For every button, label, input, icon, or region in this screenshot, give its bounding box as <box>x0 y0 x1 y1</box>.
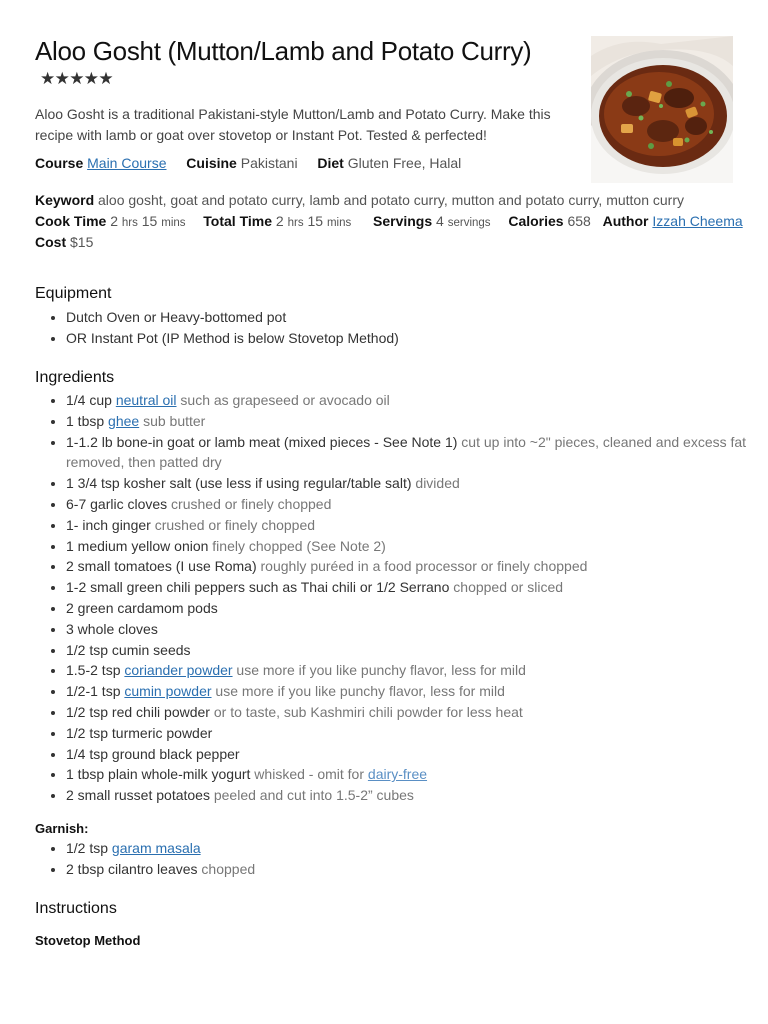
ingredient-amount-name: 1/2 tsp red chili powder <box>66 703 210 720</box>
ingredient-note: use more if you like punchy flavor, less for mild <box>232 662 526 679</box>
instructions-heading: Instructions <box>35 900 117 917</box>
cost-label: Cost <box>35 234 67 250</box>
meta-row-keyword <box>35 192 684 208</box>
recipe-title: Aloo Gosht (Mutton/Lamb and Potato Curry) <box>35 36 532 66</box>
ingredient-amount-name: 1 tbsp <box>66 412 109 429</box>
keyword-value: aloo gosht, goat and potato curry, lamb and potato curry, mutton and potato curry, mutton curry <box>98 192 684 208</box>
equipment-heading: Equipment <box>35 285 112 302</box>
ingredient-note: cut up into ~2" pieces, cleaned and excess fat removed, then patted dry <box>66 433 747 471</box>
ingredient-amount-name: 1 3/4 tsp kosher salt (use less if using regular/table salt) <box>66 475 412 492</box>
ingredient-amount-name: 1/4 tsp ground black pepper <box>66 745 240 762</box>
ingredient-amount-name: 1/2 tsp turmeric powder <box>66 724 213 741</box>
ingredient-item <box>66 681 766 702</box>
cook-hrs-unit: hrs <box>121 217 138 229</box>
calories-value: 658 <box>567 213 591 229</box>
ingredient-item <box>66 838 766 859</box>
ingredient-amount-name: 2 green cardamom pods <box>66 599 218 616</box>
cook-mins: 15 <box>141 213 158 229</box>
ingredient-note: crushed or finely chopped <box>150 516 316 533</box>
star-icon[interactable]: ★ <box>83 69 100 88</box>
calories-label: Calories <box>508 213 564 229</box>
garnish-list <box>35 838 766 880</box>
ingredient-amount-name: 2 small russet potatoes <box>66 787 210 804</box>
total-hrs-unit: hrs <box>287 217 304 229</box>
cook-time-label: Cook Time <box>35 213 107 229</box>
ingredient-amount-name: 1/4 cup <box>66 392 116 408</box>
ingredient-note: crushed or finely chopped <box>167 495 332 512</box>
ingredient-link[interactable]: coriander powder <box>124 662 233 679</box>
recipe-photo <box>591 36 733 183</box>
diet-value: Gluten Free, Halal <box>347 155 462 171</box>
total-hrs: 2 <box>275 213 284 229</box>
ingredient-note: chopped <box>197 860 256 877</box>
ingredient-note: such as grapeseed or avocado oil <box>176 392 390 408</box>
ingredient-note: sub butter <box>139 412 206 429</box>
curry-pot-photo-icon <box>591 36 733 183</box>
ingredient-item <box>66 702 766 723</box>
ingredient-item <box>66 744 766 765</box>
ingredient-amount-name: 1 medium yellow onion <box>66 537 209 554</box>
author-link[interactable]: Izzah Cheema <box>652 213 743 229</box>
ingredient-amount-name: 3 whole cloves <box>66 620 158 637</box>
total-mins-unit: mins <box>326 217 352 229</box>
ingredient-item <box>66 536 766 557</box>
ingredient-item <box>66 723 766 744</box>
total-mins: 15 <box>307 213 324 229</box>
ingredient-item <box>66 577 766 598</box>
ingredient-note: roughly puréed in a food processor or finely chopped <box>256 558 588 575</box>
cuisine-label: Cuisine <box>186 155 237 171</box>
ingredient-amount-name: 1.5-2 tsp <box>66 662 125 679</box>
ingredient-item <box>66 411 766 432</box>
ingredient-link[interactable]: garam masala <box>111 840 201 856</box>
list-item: • Dutch Oven or Heavy-bottomed pot <box>66 307 766 328</box>
author-label: Author <box>602 213 649 229</box>
equipment-list <box>35 307 766 349</box>
star-icon[interactable]: ★ <box>69 69 85 88</box>
ingredient-note: peeled and cut into 1.5-2” cubes <box>209 787 414 804</box>
ingredient-item <box>66 556 766 577</box>
star-icon[interactable]: ★ <box>54 69 70 88</box>
ingredient-item <box>66 785 766 806</box>
star-rating[interactable] <box>40 69 113 89</box>
ingredient-amount-name: 1/2 tsp cumin seeds <box>66 641 191 658</box>
ingredient-link[interactable]: cumin powder <box>124 683 212 700</box>
ingredient-note-link[interactable]: dairy-free <box>367 766 428 783</box>
diet-label: Diet <box>317 155 344 171</box>
course-link[interactable]: Main Course <box>87 155 167 171</box>
ingredient-note: use more if you like punchy flavor, less for mild <box>211 683 505 700</box>
servings-unit: servings <box>447 217 491 229</box>
list-item: • OR Instant Pot (IP Method is below Stovetop Method) <box>66 328 766 349</box>
ingredient-item <box>66 494 766 515</box>
ingredient-item <box>66 598 766 619</box>
ingredient-amount-name: 1- inch ginger <box>66 516 151 533</box>
meta-row-course <box>35 155 461 171</box>
ingredient-item <box>66 432 766 474</box>
star-icon[interactable]: ★ <box>40 69 56 88</box>
keyword-label: Keyword <box>35 192 95 208</box>
star-icon[interactable]: ★ <box>98 69 114 88</box>
cuisine-value: Pakistani <box>240 155 298 171</box>
total-time-label: Total Time <box>203 213 273 229</box>
course-label: Course <box>35 155 84 171</box>
ingredients-list <box>35 390 766 806</box>
cook-hrs: 2 <box>110 213 118 229</box>
ingredient-item <box>66 619 766 640</box>
ingredient-link[interactable]: neutral oil <box>115 392 177 408</box>
ingredient-item <box>66 515 766 536</box>
ingredient-link[interactable]: ghee <box>108 412 140 429</box>
ingredient-note: chopped or sliced <box>449 579 564 596</box>
ingredient-item <box>66 640 766 661</box>
ingredient-note: or to taste, sub Kashmiri chili powder for less heat <box>209 703 523 720</box>
ingredient-amount-name: 2 tbsp cilantro leaves <box>66 860 198 877</box>
ingredient-amount-name: 1/2 tsp <box>66 840 112 856</box>
ingredient-amount-name: 1 tbsp plain whole-milk yogurt <box>66 766 251 783</box>
recipe-summary: Aloo Gosht is a traditional Pakistani-style Mutton/Lamb and Potato Curry. Make this recipe with lamb or goat over stovetop or Instant Pot. Tested & perfected! <box>35 106 551 143</box>
cook-mins-unit: mins <box>161 217 186 229</box>
ingredient-item <box>66 660 766 681</box>
cost-value: $15 <box>70 234 94 250</box>
ingredient-item <box>66 473 766 494</box>
stovetop-method-heading: Stovetop Method <box>35 933 141 948</box>
servings-label: Servings <box>373 213 433 229</box>
ingredient-amount-name: 6-7 garlic cloves <box>66 495 168 512</box>
meta-row-times <box>35 213 743 229</box>
ingredient-amount-name: 2 small tomatoes (I use Roma) <box>66 558 257 575</box>
ingredient-amount-name: 1/2-1 tsp <box>66 683 125 700</box>
meta-row-cost <box>35 234 93 250</box>
ingredient-amount-name: 1-1.2 lb bone-in goat or lamb meat (mixed pieces - See Note 1) <box>66 433 458 450</box>
ingredients-heading: Ingredients <box>35 369 115 386</box>
ingredient-item <box>66 859 766 880</box>
servings-value[interactable]: 4 <box>436 213 444 229</box>
garnish-heading: Garnish: <box>35 821 89 836</box>
ingredient-note: whisked - omit for <box>250 766 368 783</box>
ingredient-item <box>66 390 766 411</box>
ingredient-amount-name: 1-2 small green chili peppers such as Thai chili or 1/2 Serrano <box>66 579 450 596</box>
ingredient-note: divided <box>411 475 460 492</box>
ingredient-item <box>66 764 766 785</box>
ingredient-note: finely chopped (See Note 2) <box>208 537 386 554</box>
